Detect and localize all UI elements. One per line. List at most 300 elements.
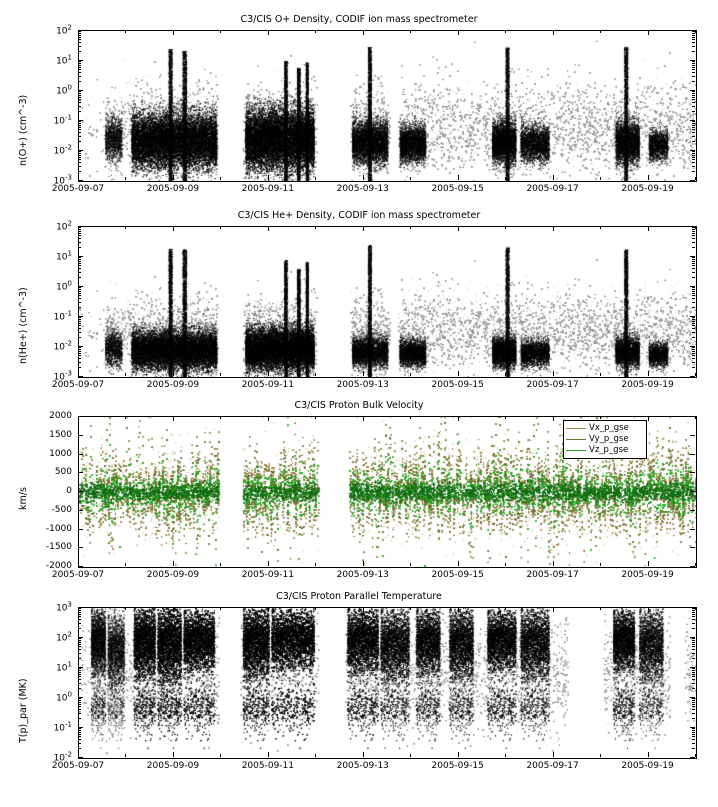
x-tick-label: 2005-09-19: [621, 761, 674, 771]
x-tick-label: 2005-09-11: [241, 761, 294, 771]
x-tick-mark: [648, 371, 649, 376]
y-minor-tick: [78, 141, 81, 142]
y-minor-tick: [692, 358, 695, 359]
x-tick-mark: [600, 563, 601, 566]
x-tick-mark: [78, 607, 79, 612]
y-axis-label: km/s: [18, 487, 29, 510]
x-tick-mark: [125, 607, 126, 610]
x-tick-label: 2005-09-17: [526, 570, 579, 580]
y-tick-label: 1500: [49, 429, 72, 440]
y-tick-mark: [78, 757, 83, 758]
legend-swatch-vy: [566, 435, 586, 444]
y-minor-tick: [78, 706, 81, 707]
y-minor-tick: [692, 42, 695, 43]
y-tick-mark: [690, 454, 695, 455]
y-minor-tick: [78, 293, 81, 294]
y-tick-mark: [690, 547, 695, 548]
y-minor-tick: [692, 268, 695, 269]
y-minor-tick: [692, 638, 695, 639]
y-minor-tick: [78, 612, 81, 613]
y-minor-tick: [78, 289, 81, 290]
y-minor-tick: [78, 328, 81, 329]
data-canvas: [79, 608, 696, 758]
y-minor-tick: [692, 700, 695, 701]
x-tick-mark: [553, 561, 554, 566]
y-minor-tick: [692, 640, 695, 641]
y-minor-tick: [692, 674, 695, 675]
y-minor-tick: [78, 646, 81, 647]
y-minor-tick: [692, 33, 695, 34]
y-minor-tick: [692, 95, 695, 96]
y-minor-tick: [692, 298, 695, 299]
y-tick-label: 500: [54, 467, 72, 478]
y-minor-tick: [78, 151, 81, 152]
y-minor-tick: [78, 81, 81, 82]
x-tick-mark: [125, 30, 126, 33]
y-minor-tick: [78, 37, 81, 38]
y-minor-tick: [692, 65, 695, 66]
x-tick-mark: [125, 563, 126, 566]
x-tick-mark: [78, 371, 79, 376]
y-minor-tick: [78, 658, 81, 659]
y-minor-tick: [692, 61, 695, 62]
y-minor-tick: [78, 67, 81, 68]
legend-label: Vz_p_gse: [589, 445, 629, 455]
y-minor-tick: [692, 709, 695, 710]
y-minor-tick: [692, 93, 695, 94]
y-minor-tick: [692, 670, 695, 671]
x-tick-mark: [695, 373, 696, 376]
y-minor-tick: [78, 644, 81, 645]
x-tick-mark: [505, 30, 506, 33]
x-tick-mark: [695, 226, 696, 229]
x-tick-mark: [458, 607, 459, 612]
y-minor-tick: [78, 298, 81, 299]
y-minor-tick: [692, 612, 695, 613]
y-minor-tick: [692, 106, 695, 107]
y-minor-tick: [78, 231, 81, 232]
legend-item: [566, 445, 642, 456]
y-minor-tick: [692, 679, 695, 680]
y-minor-tick: [78, 93, 81, 94]
y-minor-tick: [78, 111, 81, 112]
y-minor-tick: [692, 736, 695, 737]
y-minor-tick: [692, 72, 695, 73]
y-minor-tick: [78, 743, 81, 744]
y-minor-tick: [78, 155, 81, 156]
y-minor-tick: [78, 688, 81, 689]
y-axis-label: n(O+) (cm^-3): [18, 94, 29, 166]
y-minor-tick: [692, 127, 695, 128]
y-tick-mark: [78, 510, 83, 511]
x-tick-mark: [78, 561, 79, 566]
y-minor-tick: [78, 127, 81, 128]
y-minor-tick: [692, 265, 695, 266]
panel-title: C3/CIS Proton Parallel Temperature: [276, 591, 442, 602]
x-tick-label: 2005-09-09: [146, 761, 200, 771]
x-tick-mark: [125, 226, 126, 229]
y-minor-tick: [692, 91, 695, 92]
y-minor-tick: [692, 739, 695, 740]
x-tick-mark: [648, 30, 649, 35]
y-minor-tick: [692, 102, 695, 103]
x-tick-mark: [505, 563, 506, 566]
y-minor-tick: [78, 718, 81, 719]
x-tick-label: 2005-09-11: [241, 570, 294, 580]
y-tick-label: $10^{-2}$: [53, 143, 72, 157]
y-minor-tick: [692, 347, 695, 348]
y-minor-tick: [78, 302, 81, 303]
x-tick-mark: [363, 416, 364, 421]
y-minor-tick: [692, 704, 695, 705]
y-minor-tick: [692, 610, 695, 611]
x-tick-mark: [220, 30, 221, 33]
x-tick-mark: [458, 371, 459, 376]
x-tick-mark: [458, 561, 459, 566]
y-minor-tick: [692, 317, 695, 318]
y-minor-tick: [692, 325, 695, 326]
x-tick-mark: [363, 561, 364, 566]
legend-swatch-vz: [566, 446, 586, 455]
y-minor-tick: [78, 638, 81, 639]
y-minor-tick: [78, 713, 81, 714]
y-tick-label: $10^{-3}$: [53, 173, 72, 187]
y-tick-label: $10^2$: [56, 23, 72, 37]
x-tick-mark: [315, 373, 316, 376]
y-minor-tick: [78, 157, 81, 158]
x-tick-mark: [363, 30, 364, 35]
x-tick-mark: [600, 30, 601, 33]
y-minor-tick: [692, 129, 695, 130]
y-minor-tick: [692, 293, 695, 294]
x-tick-mark: [600, 607, 601, 610]
y-minor-tick: [78, 700, 81, 701]
y-tick-label: $10^1$: [56, 249, 72, 263]
y-minor-tick: [78, 349, 81, 350]
y-minor-tick: [692, 628, 695, 629]
y-minor-tick: [692, 162, 695, 163]
x-tick-mark: [315, 177, 316, 180]
legend-label: Vy_p_gse: [589, 434, 629, 444]
y-minor-tick: [692, 46, 695, 47]
y-minor-tick: [692, 672, 695, 673]
y-minor-tick: [692, 166, 695, 167]
x-tick-label: 2005-09-07: [51, 570, 105, 580]
x-tick-mark: [268, 175, 269, 180]
y-tick-label: $10^{-3}$: [53, 369, 72, 383]
x-tick-mark: [78, 416, 79, 421]
y-minor-tick: [692, 732, 695, 733]
x-tick-mark: [410, 416, 411, 419]
y-tick-label: 2000: [49, 411, 72, 421]
x-tick-mark: [125, 177, 126, 180]
x-tick-mark: [648, 752, 649, 757]
y-minor-tick: [692, 646, 695, 647]
x-tick-label: 2005-09-15: [431, 380, 484, 390]
y-minor-tick: [78, 679, 81, 680]
y-minor-tick: [692, 355, 695, 356]
y-minor-tick: [78, 162, 81, 163]
y-minor-tick: [692, 702, 695, 703]
x-tick-mark: [458, 226, 459, 231]
y-minor-tick: [78, 132, 81, 133]
y-minor-tick: [78, 63, 81, 64]
y-minor-tick: [692, 123, 695, 124]
x-tick-mark: [553, 30, 554, 35]
x-tick-mark: [410, 226, 411, 229]
x-tick-mark: [173, 561, 174, 566]
y-tick-mark: [78, 435, 83, 436]
y-minor-tick: [692, 39, 695, 40]
y-minor-tick: [692, 362, 695, 363]
x-tick-mark: [173, 30, 174, 35]
x-tick-mark: [410, 177, 411, 180]
y-minor-tick: [692, 238, 695, 239]
y-minor-tick: [78, 325, 81, 326]
y-minor-tick: [692, 706, 695, 707]
y-minor-tick: [78, 670, 81, 671]
panel-title: C3/CIS O+ Density, CODIF ion mass spectrometer: [240, 14, 478, 25]
x-tick-mark: [220, 563, 221, 566]
y-minor-tick: [692, 644, 695, 645]
y-tick-label: $10^{-1}$: [53, 309, 72, 323]
x-tick-label: 2005-09-19: [621, 184, 674, 194]
y-tick-label: $10^1$: [56, 53, 72, 67]
y-minor-tick: [692, 171, 695, 172]
x-tick-label: 2005-09-07: [51, 380, 105, 390]
x-tick-mark: [268, 752, 269, 757]
y-minor-tick: [78, 732, 81, 733]
y-minor-tick: [78, 242, 81, 243]
y-tick-mark: [690, 180, 695, 181]
y-minor-tick: [692, 35, 695, 36]
y-tick-mark: [78, 180, 83, 181]
x-tick-mark: [315, 607, 316, 610]
x-tick-mark: [173, 175, 174, 180]
y-minor-tick: [78, 668, 81, 669]
y-minor-tick: [78, 272, 81, 273]
x-tick-mark: [458, 175, 459, 180]
y-minor-tick: [692, 233, 695, 234]
y-minor-tick: [692, 289, 695, 290]
panel-title: C3/CIS Proton Bulk Velocity: [294, 400, 424, 411]
y-minor-tick: [78, 739, 81, 740]
y-minor-tick: [692, 683, 695, 684]
y-minor-tick: [78, 353, 81, 354]
panel-o-density: [0, 14, 718, 200]
x-tick-mark: [695, 177, 696, 180]
y-tick-mark: [690, 529, 695, 530]
y-tick-mark: [690, 566, 695, 567]
y-minor-tick: [692, 263, 695, 264]
y-minor-tick: [78, 72, 81, 73]
x-tick-label: 2005-09-17: [526, 761, 579, 771]
y-minor-tick: [78, 123, 81, 124]
x-tick-label: 2005-09-19: [621, 380, 674, 390]
y-minor-tick: [78, 367, 81, 368]
x-tick-mark: [268, 561, 269, 566]
y-minor-tick: [78, 121, 81, 122]
x-tick-mark: [505, 416, 506, 419]
x-tick-mark: [363, 226, 364, 231]
y-minor-tick: [692, 730, 695, 731]
y-minor-tick: [78, 319, 81, 320]
y-minor-tick: [692, 151, 695, 152]
x-tick-label: 2005-09-15: [431, 570, 484, 580]
y-minor-tick: [692, 157, 695, 158]
y-minor-tick: [78, 649, 81, 650]
y-minor-tick: [692, 242, 695, 243]
y-tick-label: $10^0$: [56, 279, 72, 293]
y-minor-tick: [692, 67, 695, 68]
y-tick-label: 0: [66, 486, 72, 496]
y-minor-tick: [78, 125, 81, 126]
y-minor-tick: [78, 136, 81, 137]
y-minor-tick: [692, 623, 695, 624]
y-minor-tick: [78, 640, 81, 641]
y-minor-tick: [692, 247, 695, 248]
y-minor-tick: [78, 153, 81, 154]
x-tick-mark: [600, 226, 601, 229]
data-canvas: [79, 227, 696, 377]
y-tick-label: $10^{-2}$: [53, 339, 72, 353]
y-tick-mark: [78, 454, 83, 455]
y-minor-tick: [78, 235, 81, 236]
y-minor-tick: [78, 295, 81, 296]
y-minor-tick: [692, 141, 695, 142]
y-minor-tick: [692, 99, 695, 100]
y-minor-tick: [78, 653, 81, 654]
x-tick-label: 2005-09-17: [526, 380, 579, 390]
y-minor-tick: [78, 65, 81, 66]
x-tick-mark: [173, 371, 174, 376]
y-minor-tick: [78, 323, 81, 324]
y-tick-label: -1500: [45, 542, 72, 553]
y-minor-tick: [692, 713, 695, 714]
legend: [563, 420, 647, 459]
y-minor-tick: [692, 319, 695, 320]
x-tick-mark: [410, 373, 411, 376]
y-tick-mark: [78, 376, 83, 377]
x-tick-mark: [410, 563, 411, 566]
y-minor-tick: [692, 614, 695, 615]
x-tick-mark: [505, 607, 506, 610]
y-minor-tick: [692, 323, 695, 324]
y-minor-tick: [78, 42, 81, 43]
x-tick-mark: [220, 607, 221, 610]
x-tick-mark: [410, 607, 411, 610]
x-tick-label: 2005-09-07: [51, 761, 105, 771]
x-tick-mark: [268, 226, 269, 231]
y-minor-tick: [78, 619, 81, 620]
y-minor-tick: [692, 121, 695, 122]
x-tick-mark: [553, 607, 554, 612]
y-minor-tick: [692, 272, 695, 273]
x-tick-mark: [648, 175, 649, 180]
x-tick-mark: [505, 754, 506, 757]
y-minor-tick: [692, 81, 695, 82]
y-minor-tick: [78, 238, 81, 239]
x-tick-mark: [363, 371, 364, 376]
y-minor-tick: [78, 268, 81, 269]
y-minor-tick: [692, 728, 695, 729]
x-tick-mark: [363, 607, 364, 612]
y-tick-mark: [690, 510, 695, 511]
y-minor-tick: [78, 106, 81, 107]
y-minor-tick: [692, 257, 695, 258]
x-tick-label: 2005-09-15: [431, 184, 484, 194]
plot-area: [78, 30, 697, 182]
x-tick-mark: [220, 416, 221, 419]
y-minor-tick: [692, 658, 695, 659]
y-minor-tick: [78, 91, 81, 92]
y-minor-tick: [692, 688, 695, 689]
x-tick-mark: [220, 754, 221, 757]
legend-swatch-vx: [566, 424, 586, 433]
y-tick-mark: [690, 757, 695, 758]
y-tick-label: $10^0$: [56, 690, 72, 704]
x-tick-mark: [78, 30, 79, 35]
x-tick-label: 2005-09-09: [146, 184, 200, 194]
y-minor-tick: [692, 676, 695, 677]
data-canvas: [79, 31, 696, 181]
x-tick-mark: [363, 175, 364, 180]
y-tick-label: $10^2$: [56, 630, 72, 644]
y-minor-tick: [78, 277, 81, 278]
x-tick-label: 2005-09-11: [241, 184, 294, 194]
y-minor-tick: [692, 231, 695, 232]
y-minor-tick: [78, 362, 81, 363]
x-tick-mark: [600, 373, 601, 376]
x-tick-mark: [125, 754, 126, 757]
y-minor-tick: [692, 332, 695, 333]
y-minor-tick: [78, 35, 81, 36]
y-minor-tick: [78, 257, 81, 258]
y-minor-tick: [78, 317, 81, 318]
y-minor-tick: [692, 367, 695, 368]
x-tick-mark: [315, 563, 316, 566]
y-tick-label: $10^1$: [56, 660, 72, 674]
y-minor-tick: [692, 328, 695, 329]
y-minor-tick: [78, 355, 81, 356]
y-minor-tick: [78, 76, 81, 77]
y-minor-tick: [78, 672, 81, 673]
y-minor-tick: [78, 683, 81, 684]
y-minor-tick: [692, 748, 695, 749]
y-minor-tick: [78, 676, 81, 677]
y-minor-tick: [78, 99, 81, 100]
x-tick-mark: [315, 754, 316, 757]
x-tick-mark: [505, 226, 506, 229]
plot-area: [78, 607, 697, 759]
legend-label: Vx_p_gse: [589, 423, 629, 433]
y-minor-tick: [692, 235, 695, 236]
y-minor-tick: [78, 263, 81, 264]
x-tick-mark: [173, 607, 174, 612]
x-tick-mark: [648, 416, 649, 421]
x-tick-mark: [315, 30, 316, 33]
y-tick-label: $10^{-1}$: [53, 113, 72, 127]
y-minor-tick: [78, 702, 81, 703]
y-minor-tick: [692, 349, 695, 350]
x-tick-label: 2005-09-13: [336, 184, 389, 194]
y-minor-tick: [78, 247, 81, 248]
x-tick-mark: [173, 226, 174, 231]
x-tick-mark: [458, 30, 459, 35]
panel-proton-velocity: [0, 400, 718, 586]
panel-he-density: [0, 210, 718, 396]
y-tick-label: -1000: [45, 523, 72, 534]
